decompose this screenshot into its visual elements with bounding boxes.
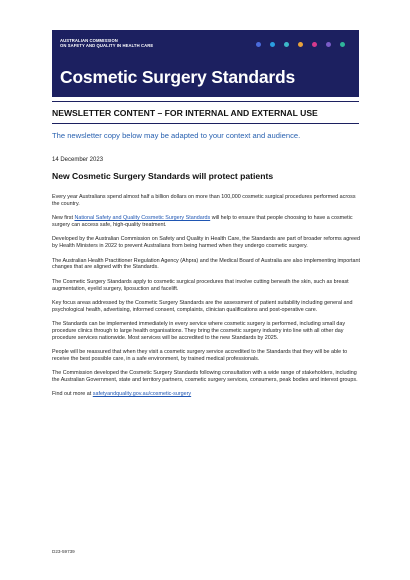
document-reference: D23-59739 [52, 549, 75, 554]
brand-dot-icon [340, 42, 345, 47]
publication-date: 14 December 2023 [52, 157, 104, 163]
paragraph-text: will help to ensure that people choosing to have a cosmetic surgery can access safe, high-quality treatment. [52, 215, 353, 228]
article-paragraph [52, 215, 362, 229]
divider-top [52, 101, 359, 102]
brand-dot-icon [256, 42, 261, 47]
brand-dot-icon [284, 42, 289, 47]
divider-bottom [52, 123, 359, 124]
article-paragraph: The Commission developed the Cosmetic Surgery Standards following consultation with a wide range of stakeholders, including the Australian Government, state and territory partners, cosmetic surgery services, consumers, peak bodies and interest groups. [52, 370, 358, 384]
article-paragraph: Developed by the Australian Commission on Safety and Quality in Health Care, the Standards are part of broader reforms agreed by Health Ministers in 2022 to prevent Australians from being harmed when they undergo cosmetic surgery. [52, 236, 361, 250]
org-name-line2: ON SAFETY AND QUALITY IN HEALTH CARE [60, 43, 154, 48]
brand-dot-icon [298, 42, 303, 47]
paragraph-text: Find out more at [52, 391, 93, 398]
article-headline: New Cosmetic Surgery Standards will protect patients [52, 171, 274, 181]
brand-dot-icon [326, 42, 331, 47]
paragraph-text: New first [52, 215, 75, 222]
article-paragraph: Key focus areas addressed by the Cosmetic Surgery Standards are the assessment of patient suitability including general and psychological health, advertising, informed consent, complaints, clinician qualifications and post-operative care. [52, 299, 353, 313]
brand-dot-icon [312, 42, 317, 47]
newsletter-heading: NEWSLETTER CONTENT – FOR INTERNAL AND EXTERNAL USE [52, 108, 318, 118]
article-paragraph: The Standards can be implemented immediately in every service where cosmetic surgery is performed, including small day procedure clinics through to large health organisations. They bring the cosmetic surgery industry into line with all other day procedure services nationwide. Most services will be accredited to the new Standards by 2025. [52, 321, 346, 341]
article-paragraph: People will be reassured that when they visit a cosmetic surgery service accredited to the Standards that they will be able to receive the best possible care, in a safe environment, by trained medical professionals. [52, 349, 348, 362]
brand-dots [256, 42, 345, 47]
header-banner [52, 30, 359, 97]
inline-link[interactable]: safetyandquality.gov.au/cosmetic-surgery [92, 391, 192, 398]
inline-link[interactable]: National Safety and Quality Cosmetic Surgery Standards [74, 215, 211, 222]
intro-text: The newsletter copy below may be adapted to your context and audience. [52, 131, 301, 140]
commission-logo-text [60, 38, 153, 48]
article-paragraph: The Australian Health Practitioner Regulation Agency (Ahpra) and the Medical Board of Australia are also implementing important changes that are aligned with the Standards. [52, 257, 361, 271]
org-name-line1: AUSTRALIAN COMMISSION [60, 38, 118, 43]
article-paragraph [52, 391, 362, 398]
article-paragraph: Every year Australians spend almost half a billion dollars on more than 100,000 cosmetic surgical procedures performed across the country. [52, 194, 356, 207]
banner-title: Cosmetic Surgery Standards [60, 67, 296, 87]
brand-dot-icon [270, 42, 275, 47]
article-body [52, 194, 362, 406]
article-paragraph: The Cosmetic Surgery Standards apply to cosmetic surgical procedures that involve cutting beneath the skin, such as breast augmentation, eyelid surgery, liposuction and facelift. [52, 278, 349, 292]
